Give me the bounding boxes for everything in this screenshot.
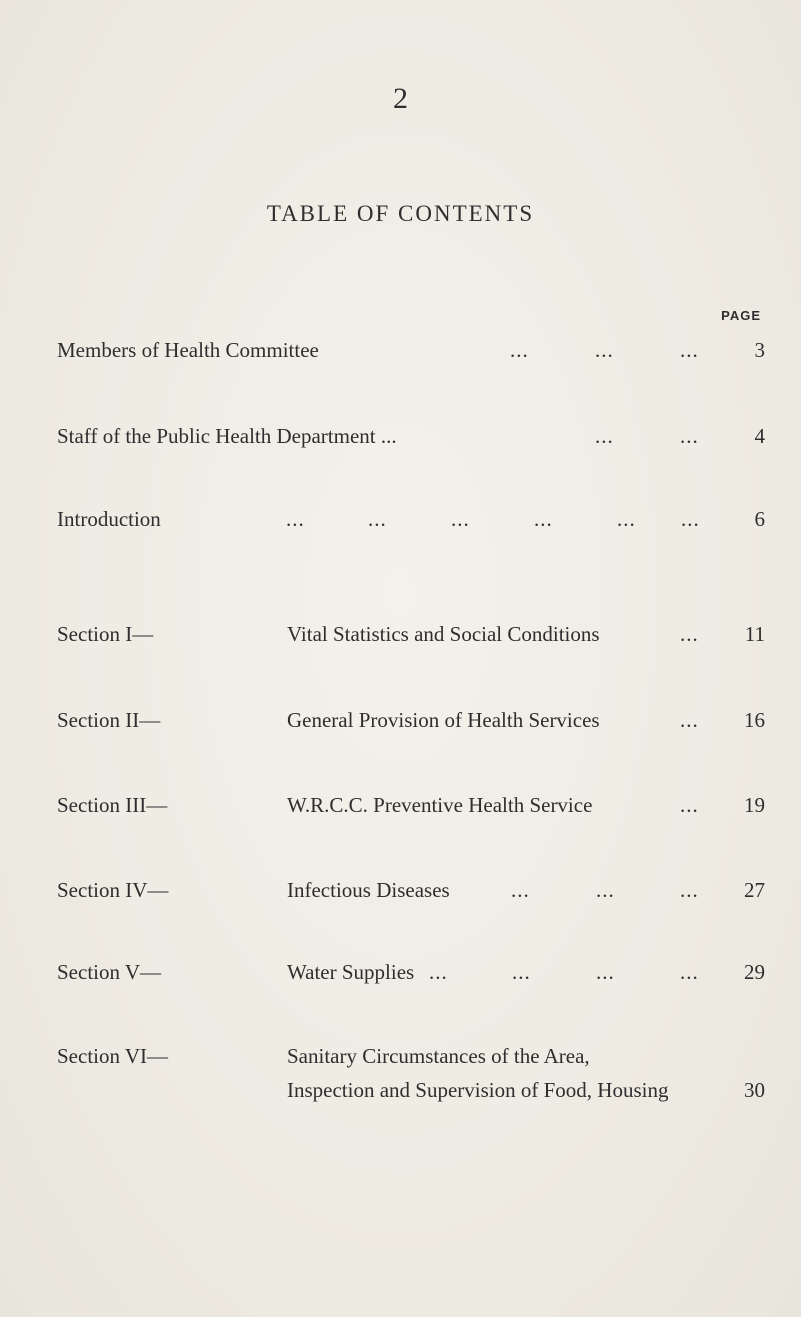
toc-entry-page: 6 xyxy=(754,507,765,531)
toc-section-label: Section IV— xyxy=(57,878,169,902)
leader-dots: ... xyxy=(680,338,699,362)
toc-entry-title: Sanitary Circumstances of the Area, xyxy=(287,1044,590,1068)
toc-entry-page: 30 xyxy=(744,1078,765,1102)
leader-dots: ... xyxy=(286,507,305,531)
leader-dots: ... xyxy=(451,507,470,531)
toc-entry-page: 4 xyxy=(754,424,765,448)
leader-dots: ... xyxy=(511,878,530,902)
toc-entry-title-continued: Inspection and Supervision of Food, Housing xyxy=(287,1078,669,1102)
toc-entry-page: 11 xyxy=(744,622,765,646)
page-title: TABLE OF CONTENTS xyxy=(266,201,535,226)
leader-dots: ... xyxy=(680,878,699,902)
toc-entry-page: 19 xyxy=(744,793,765,817)
leader-dots: ... xyxy=(680,960,699,984)
toc-entry-title: Members of Health Committee xyxy=(57,338,319,362)
toc-section-label: Section V— xyxy=(57,960,162,984)
toc-entry-title: Infectious Diseases xyxy=(287,878,450,902)
toc-entry-page: 16 xyxy=(744,708,765,732)
toc-entry-title: Introduction xyxy=(57,507,161,531)
leader-dots: ... xyxy=(368,507,387,531)
page-number: 2 xyxy=(393,82,408,115)
leader-dots: ... xyxy=(510,338,529,362)
toc-entry-title: Staff of the Public Health Department ... xyxy=(57,424,397,448)
leader-dots: ... xyxy=(681,507,700,531)
toc-section-label: Section VI— xyxy=(57,1044,169,1068)
leader-dots: ... xyxy=(680,424,699,448)
toc-entry-title: Water Supplies xyxy=(287,960,415,984)
toc-entry-page: 29 xyxy=(744,960,765,984)
toc-section-label: Section II— xyxy=(57,708,161,732)
toc-section-label: Section I— xyxy=(57,622,154,646)
leader-dots: ... xyxy=(595,424,614,448)
leader-dots: ... xyxy=(680,708,699,732)
leader-dots: ... xyxy=(534,507,553,531)
page-column-header: PAGE xyxy=(721,308,761,323)
leader-dots: ... xyxy=(617,507,636,531)
leader-dots: ... xyxy=(596,960,615,984)
leader-dots: ... xyxy=(596,878,615,902)
toc-entry-page: 27 xyxy=(744,878,765,902)
toc-entry-title: General Provision of Health Services xyxy=(287,708,600,732)
leader-dots: ... xyxy=(680,793,699,817)
toc-section-label: Section III— xyxy=(57,793,168,817)
leader-dots: ... xyxy=(512,960,531,984)
leader-dots: ... xyxy=(595,338,614,362)
leader-dots: ... xyxy=(429,960,448,984)
toc-entry-title: Vital Statistics and Social Conditions xyxy=(287,622,600,646)
leader-dots: ... xyxy=(680,622,699,646)
toc-entry-title: W.R.C.C. Preventive Health Service xyxy=(287,793,593,817)
toc-entry-page: 3 xyxy=(754,338,765,362)
